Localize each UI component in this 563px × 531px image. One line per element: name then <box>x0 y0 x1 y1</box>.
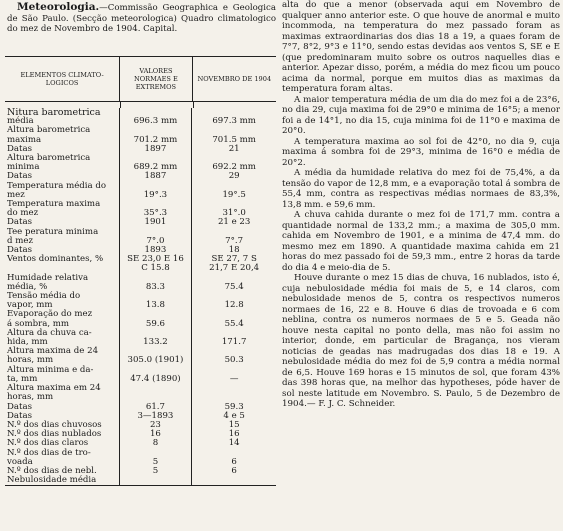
row-label: Evaporação do mez <box>5 310 120 319</box>
row-november-value: 31°.0 <box>222 208 246 219</box>
row-normal-value: 1897 <box>120 145 193 154</box>
row-label: Altura maxima em 24 <box>5 384 120 393</box>
row-normal-value: 7°.0 <box>120 237 193 246</box>
row-label: maxima <box>5 136 120 145</box>
row-normal-value: 5 <box>120 467 193 476</box>
row-label: á sombra, mm <box>5 320 120 329</box>
row-label: ta, mm <box>5 375 120 384</box>
row-normal-value: SE 23,0 E 16 <box>120 255 193 264</box>
row-normal-value: 23 <box>120 421 193 430</box>
row-november-value: 7°.7 <box>225 235 244 246</box>
header-normal-values: VALORES NORMAES E EXTREMOS <box>120 57 192 101</box>
row-label: Datas <box>5 246 120 255</box>
row-label: mez <box>5 191 120 200</box>
row-label: hida, mm <box>5 338 120 347</box>
row-label: do mez <box>5 209 120 218</box>
header-elements: ELEMENTOS CLIMATO-LOGICOS <box>5 57 120 101</box>
left-column <box>5 0 276 531</box>
row-label: horas, mm <box>5 356 120 365</box>
row-label: Nebulosidade média <box>5 476 120 485</box>
report-paragraph: A chuva cahida durante o mez foi de 171,7 mm. contra a quantidade normal de 133,2 mm.; a maxima de 305,0 mm. cahida em Novembro de 1901, e a minima de 47,4 mm. do mesmo mez em 1890. A quantidade maxima cahida em 21 horas do mez passado foi de 59,3 mm., entre 2 horas da tarde do dia 4 e meio-dia de 5. <box>282 210 560 273</box>
row-label: Datas <box>5 218 120 227</box>
row-label: Temperatura maxima <box>5 200 120 209</box>
row-november-value: 14 <box>228 438 240 449</box>
row-november-value: 701.5 mm <box>212 134 256 145</box>
row-november-value: 75.4 <box>224 281 244 292</box>
row-normal-value: 13.8 <box>120 301 193 310</box>
row-november-value: 12.8 <box>224 300 244 311</box>
row-label: horas, mm <box>5 393 120 402</box>
row-normal-value: 5 <box>120 458 193 467</box>
row-label: N.º dos dias de nebl. <box>5 467 120 476</box>
row-november-value: 6 <box>231 465 237 476</box>
row-label: Tensão média do <box>5 292 120 301</box>
row-normal-value: 1901 <box>120 218 193 227</box>
row-label: média, % <box>5 283 120 292</box>
row-normal-value: 16 <box>120 430 193 439</box>
row-normal-value: 1887 <box>120 172 193 181</box>
row-november-value: 171.7 <box>221 337 247 348</box>
row-label: Temperatura média do <box>5 182 120 191</box>
report-paragraph: A maior temperatura média de um dia do mez foi a de 23°6, no dia 29, cuja maxima foi de 29°0 e minima de 16°5; a menor foi a de 14°1, no dia 15, cuja minima foi de 11°0 e maxima de 20°0. <box>282 94 560 136</box>
row-label: d mez <box>5 237 120 246</box>
row-november-value: 21,7 E 20,4 <box>209 263 260 274</box>
row-normal-value: 83.3 <box>120 283 193 292</box>
row-november-value: 697.3 mm <box>212 116 256 127</box>
row-label: Datas <box>5 403 120 412</box>
row-november-value: 55.4 <box>224 318 244 329</box>
report-text <box>282 0 560 410</box>
row-november-value: 19°.5 <box>222 189 246 200</box>
climate-table <box>5 56 276 486</box>
report-paragraph: Houve durante o mez 15 dias de chuva, 16 nublados, isto é, cuja nebulosidade média foi mais de 5, e 14 claros, com nebulosidade menos de 5, contra os respectivos numeros normaes de 16, 22 e 8. Houve 6 dias de trovoada e 6 com neblina, contra os numeros normaes de 5 e 5. Geada não houve nesta capital no ponto della, mas não foi assim no interior, donde, em particular de Bragança, nos vieram noticias de geadas nas madrugadas dos dias 18 e 19. A nebulosidade média do mez foi de 5,9 contra a média normal de 6,5. Houve 169 horas e 15 minutos de sol, que foram 43% das 398 horas que, na melhor das hypotheses, póde haver de sol neste latitude em Novembro. S. Paulo, 5 de Dezembro de 1904.— F. J. C. Schneider. <box>282 273 560 409</box>
row-label: Altura barometrica <box>5 126 120 135</box>
row-normal-value <box>120 384 193 393</box>
row-november-value: 16 <box>228 429 240 440</box>
row-label: Humidade relativa <box>5 274 120 283</box>
row-label: minima <box>5 163 120 172</box>
row-normal-value: 35°.3 <box>120 209 193 218</box>
row-november-value: 4 e 5 <box>223 410 245 421</box>
row-november-value: 18 <box>228 245 240 256</box>
row-normal-value: 701.2 mm <box>120 136 193 145</box>
row-november-value: — <box>229 373 239 384</box>
row-normal-value <box>120 476 193 485</box>
row-normal-value: 59.6 <box>120 320 193 329</box>
row-normal-value: 3—1893 <box>120 412 193 421</box>
intro-title: Meteorologia. <box>17 1 100 13</box>
table-header <box>5 57 276 102</box>
row-normal-value: 61.7 <box>120 403 193 412</box>
row-november-value: 692.2 mm <box>212 162 256 173</box>
row-label: Nitura barometrica <box>5 108 120 117</box>
row-november-value: 15 <box>228 419 240 430</box>
row-label: voada <box>5 458 120 467</box>
row-normal-value: 1893 <box>120 246 193 255</box>
table-body <box>5 108 276 485</box>
row-label: N.º dos dias chuvosos <box>5 421 120 430</box>
row-label: Altura minima e da- <box>5 366 120 375</box>
row-label: Ventos dominantes, % <box>5 255 120 264</box>
report-paragraph: alta do que a menor (observada aqui em Novembro de qualquer anno anterior este. O que houve de anormal e muito incommoda, na temperatura do mez passado foram as maximas extraordinarias dos dias 18 a 19, a quaes foram de 7°7, 8°2, 9°3 e 11°0, sendo estas devidas aos ventos S, SE e E (que predominaram muito sobre os outros naquelles dias e anterior. Apezar disso, porém, a média do mez ficou um pouco acima da normal, porque em muitos dias as maximas da temperatura foram altas. <box>282 0 560 94</box>
row-normal-value: 689.2 mm <box>120 163 193 172</box>
row-label: Datas <box>5 412 120 421</box>
row-november-value: 59.3 <box>224 401 244 412</box>
row-normal-value: 47.4 (1890) <box>120 375 193 384</box>
row-label: Datas <box>5 145 120 154</box>
row-label: Altura maxima de 24 <box>5 347 120 356</box>
row-label: N.º dos dias nublados <box>5 430 120 439</box>
row-november-value: 29 <box>228 171 240 182</box>
row-label: Altura barometrica <box>5 154 120 163</box>
right-column <box>282 0 560 531</box>
row-november-value: SE 27, 7 S <box>211 254 257 265</box>
row-label: Tee peratura minima <box>5 228 120 237</box>
row-november-value <box>192 476 276 485</box>
row-normal-value: 19°.3 <box>120 191 193 200</box>
row-normal-value: C 15.8 <box>120 264 193 273</box>
header-november-1904: NOVEMBRO DE 1904 <box>197 74 272 83</box>
intro-text: —Commissão Geographica e Geologica de São Paulo. (Secção meteorologica) Quadro climatologico do mez de Novembro de 1904. Capital. <box>7 3 276 34</box>
table-row <box>5 476 276 485</box>
row-label: média <box>5 117 120 126</box>
row-label: N.º dos dias claros <box>5 439 120 448</box>
report-paragraph: A média da humidade relativa do mez foi de 75,4%, a da tensão do vapor de 12,8 mm, e a evaporação total á sombra de 55,4 mm, contra as respectivas médias normaes de 83,3%, 13,8 mm. e 59,6 mm. <box>282 168 560 210</box>
row-november-value: 50.3 <box>224 355 244 366</box>
row-label: vapor, mm <box>5 301 120 310</box>
row-normal-value: 133.2 <box>120 338 193 347</box>
row-normal-value: 305.0 (1901) <box>120 356 193 365</box>
row-normal-value: 696.3 mm <box>120 117 193 126</box>
intro-paragraph <box>7 2 276 35</box>
row-november-value: 21 <box>228 143 240 154</box>
row-normal-value: 8 <box>120 439 193 448</box>
row-label: Altura da chuva ca- <box>5 329 120 338</box>
row-label: N.º dos dias de tro- <box>5 449 120 458</box>
row-november-value: 6 <box>231 456 237 467</box>
row-november-value <box>192 384 276 393</box>
row-november-value: 21 e 23 <box>217 217 251 228</box>
report-paragraph: A temperatura maxima ao sol foi de 42°0, no dia 9, cuja maxima á sombra foi de 29°3, minima de 16°0 e média de 20°2. <box>282 136 560 168</box>
row-label: Datas <box>5 172 120 181</box>
